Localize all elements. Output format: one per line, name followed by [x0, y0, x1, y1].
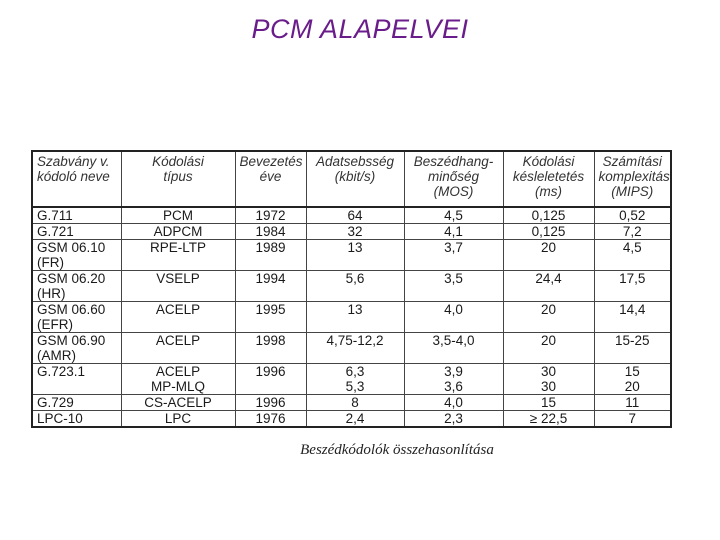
table-row	[32, 224, 671, 240]
cell-text: 30	[540, 379, 557, 394]
table-cell	[594, 364, 671, 395]
column-header-line: típus	[163, 169, 193, 184]
table-body	[32, 207, 671, 427]
table-cell	[503, 333, 594, 364]
table-cell	[503, 207, 594, 224]
table-cell	[306, 364, 404, 395]
cell-text: 1996	[255, 364, 286, 379]
table-cell	[306, 240, 404, 271]
cell-text: MP-MLQ	[151, 379, 205, 394]
table-cell	[235, 271, 306, 302]
cell-text: ≥ 22,5	[529, 411, 568, 426]
table-cell	[503, 302, 594, 333]
column-header-line: éve	[259, 169, 282, 184]
column-header-line: kódoló neve	[37, 169, 110, 184]
cell-text: ACELP	[155, 333, 201, 348]
column-header-line: Szabvány v.	[37, 154, 110, 169]
cell-text: 24,4	[535, 271, 562, 286]
cell-text: 4,0	[444, 395, 463, 410]
table-cell	[306, 333, 404, 364]
cell-text: 1994	[255, 271, 286, 286]
cell-text: 11	[625, 395, 640, 410]
column-header	[235, 151, 306, 207]
cell-text: 4,5	[622, 240, 642, 255]
table-row	[32, 411, 671, 428]
table-row	[32, 395, 671, 411]
table-cell	[594, 240, 671, 271]
table-cell	[306, 271, 404, 302]
cell-text: 1989	[255, 240, 286, 255]
cell-text: (FR)	[37, 255, 64, 270]
codec-name-cell	[32, 271, 121, 302]
column-header-line: késleletetés	[512, 169, 585, 184]
column-header	[121, 151, 235, 207]
table-cell	[404, 240, 503, 271]
cell-text: 1998	[255, 333, 286, 348]
cell-text: LPC	[164, 411, 192, 426]
cell-text: GSM 06.20	[37, 271, 106, 286]
cell-text: 3,9	[444, 364, 463, 379]
table-cell	[121, 411, 235, 428]
cell-text: GSM 06.10	[37, 240, 106, 255]
cell-text: 4,1	[444, 224, 463, 239]
column-header	[32, 151, 121, 207]
table-row	[32, 333, 671, 364]
column-header-line: Számítási	[602, 154, 662, 169]
cell-text: G.711	[37, 208, 73, 223]
table-cell	[503, 271, 594, 302]
table-cell	[404, 395, 503, 411]
cell-text: 0,125	[531, 208, 566, 223]
cell-text: 1996	[255, 395, 286, 410]
cell-text: 20	[540, 240, 557, 255]
cell-text: ACELP	[155, 364, 201, 379]
cell-text: ACELP	[155, 302, 201, 317]
table-cell	[235, 302, 306, 333]
table-cell	[404, 207, 503, 224]
cell-text: 13	[347, 302, 363, 317]
cell-text: VSELP	[156, 271, 200, 286]
table-cell	[121, 240, 235, 271]
codec-comparison-table	[31, 150, 672, 428]
table-cell	[235, 207, 306, 224]
column-header-line: minőség	[427, 169, 480, 184]
column-header-line: Adatsebsség	[315, 154, 395, 169]
cell-text: 7,2	[622, 224, 642, 239]
cell-text: 15	[624, 364, 640, 379]
table-cell	[235, 411, 306, 428]
cell-text: 4,0	[444, 302, 463, 317]
column-header-line: komplexitás	[598, 169, 670, 184]
column-header-line: (ms)	[535, 184, 562, 199]
codec-name-cell	[32, 240, 121, 271]
column-header	[306, 151, 404, 207]
table-cell	[235, 395, 306, 411]
cell-text: 20	[540, 302, 557, 317]
cell-text: PCM	[163, 208, 193, 223]
table-row	[32, 271, 671, 302]
cell-text: 2,4	[345, 411, 365, 426]
cell-text: (EFR)	[37, 317, 73, 332]
table-cell	[503, 411, 594, 428]
cell-text: 3,5	[444, 271, 463, 286]
cell-text: 5,3	[345, 379, 365, 394]
table-caption: Beszédkódolók összehasonlítása	[300, 442, 494, 458]
column-header-line: (MOS)	[433, 184, 474, 199]
column-header	[503, 151, 594, 207]
cell-text: 3,7	[444, 240, 463, 255]
table-cell	[306, 302, 404, 333]
cell-text: 1984	[255, 224, 286, 239]
table-cell	[121, 271, 235, 302]
table-cell	[404, 364, 503, 395]
table-cell	[121, 302, 235, 333]
cell-text: GSM 06.90	[37, 333, 106, 348]
table-cell	[121, 207, 235, 224]
cell-text: 13	[347, 240, 363, 255]
column-header-line: (kbit/s)	[334, 169, 376, 184]
codec-name-cell	[32, 411, 121, 428]
codec-name-cell	[32, 333, 121, 364]
cell-text: 2,3	[444, 411, 463, 426]
table-cell	[306, 395, 404, 411]
codec-name-cell	[32, 395, 121, 411]
table-cell	[121, 333, 235, 364]
table-cell	[594, 224, 671, 240]
table-cell	[404, 271, 503, 302]
cell-text: 20	[624, 379, 640, 394]
table-cell	[594, 302, 671, 333]
cell-text: 0,52	[619, 208, 646, 223]
cell-text: 3,6	[444, 379, 463, 394]
table-cell	[306, 207, 404, 224]
table-cell	[235, 364, 306, 395]
column-header-line: (MIPS)	[611, 184, 654, 199]
codec-name-cell	[32, 224, 121, 240]
cell-text: CS-ACELP	[144, 395, 212, 410]
table-header	[32, 151, 671, 207]
comparison-table-wrapper	[31, 150, 670, 428]
table-row	[32, 302, 671, 333]
cell-text: 6,3	[345, 364, 365, 379]
slide-title: PCM ALAPELVEI	[251, 14, 469, 44]
table-cell	[404, 302, 503, 333]
cell-text: RPE-LTP	[149, 240, 206, 255]
cell-text: G.729	[37, 395, 74, 410]
cell-text: 4,5	[444, 208, 463, 223]
cell-text: ADPCM	[153, 224, 203, 239]
cell-text: 32	[347, 224, 363, 239]
cell-text: 1995	[255, 302, 286, 317]
codec-name-cell	[32, 207, 121, 224]
table-cell	[594, 411, 671, 428]
table-cell	[235, 333, 306, 364]
column-header-line: Bevezetés	[239, 154, 303, 169]
column-header-line: Kódolási	[522, 154, 575, 169]
cell-text: GSM 06.60	[37, 302, 106, 317]
table-cell	[121, 224, 235, 240]
table-cell	[503, 240, 594, 271]
table-cell	[235, 224, 306, 240]
table-cell	[594, 333, 671, 364]
table-cell	[404, 333, 503, 364]
cell-text: (HR)	[37, 286, 66, 301]
cell-text: 15-25	[614, 333, 650, 348]
cell-text: 15	[540, 395, 557, 410]
cell-text: (AMR)	[37, 348, 76, 363]
table-row	[32, 240, 671, 271]
table-cell	[503, 395, 594, 411]
codec-name-cell	[32, 302, 121, 333]
table-cell	[121, 395, 235, 411]
column-header	[404, 151, 503, 207]
column-header-line: Kódolási	[152, 154, 204, 169]
cell-text: 17,5	[619, 271, 646, 286]
table-row	[32, 207, 671, 224]
table-cell	[235, 240, 306, 271]
table-cell	[121, 364, 235, 395]
cell-text: 8	[351, 395, 359, 410]
table-cell	[594, 271, 671, 302]
column-header-line: Beszédhang-	[413, 154, 494, 169]
codec-name-cell	[32, 364, 121, 395]
column-header	[594, 151, 671, 207]
table-cell	[404, 224, 503, 240]
cell-text: 7	[628, 411, 636, 426]
table-cell	[503, 224, 594, 240]
header-row	[32, 151, 671, 207]
cell-text: 64	[347, 208, 363, 223]
table-cell	[404, 411, 503, 428]
table-row	[32, 364, 671, 395]
table-cell	[503, 364, 594, 395]
table-cell	[594, 207, 671, 224]
cell-text: 1976	[255, 411, 286, 426]
cell-text: G.721	[37, 224, 74, 239]
cell-text: 4,75-12,2	[326, 333, 384, 348]
cell-text: LPC-10	[37, 411, 83, 426]
cell-text: 20	[540, 333, 557, 348]
cell-text: G.723.1	[37, 364, 86, 379]
cell-text: 14,4	[619, 302, 646, 317]
cell-text: 0,125	[531, 224, 566, 239]
table-cell	[594, 395, 671, 411]
cell-text: 5,6	[345, 271, 365, 286]
table-cell	[306, 224, 404, 240]
table-cell	[306, 411, 404, 428]
cell-text: 1972	[255, 208, 286, 223]
cell-text: 3,5-4,0	[432, 333, 475, 348]
cell-text: 30	[540, 364, 557, 379]
